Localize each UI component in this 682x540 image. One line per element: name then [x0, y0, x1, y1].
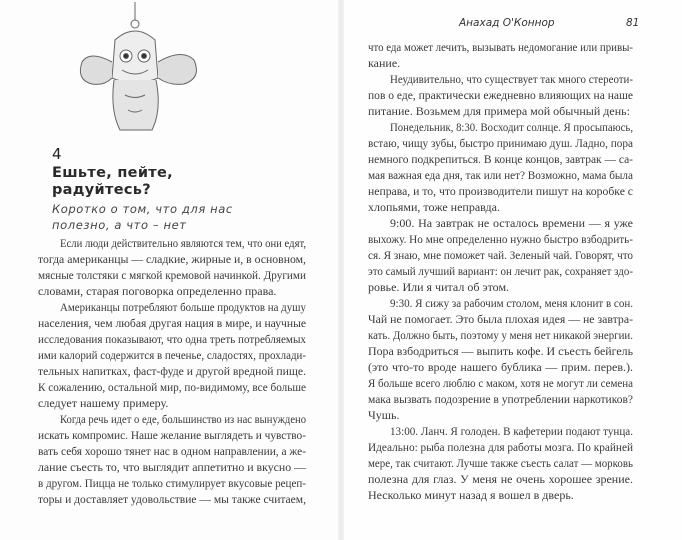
- text-line: [368, 40, 633, 55]
- text-line: [368, 168, 633, 183]
- text-line-words: кание.: [368, 56, 401, 70]
- text-line: [38, 492, 306, 507]
- text-line: [38, 332, 306, 347]
- text-line: [38, 460, 306, 475]
- text-line-words: Если люди действительно являются тем, что они едят,: [60, 236, 307, 250]
- text-line-words: Пора взбодриться — выпить кофе. И съесть бейгель: [368, 344, 634, 358]
- text-line-words: 9:00. На завтрак не осталось времени — я уже: [390, 216, 634, 230]
- chapter-number: 4: [52, 145, 62, 163]
- text-line-words: хлопьями, тоже неправда.: [368, 200, 500, 214]
- text-line-words: это самый лучший вариант: он лечит рак, сохраняет здо-: [368, 264, 634, 278]
- text-line-words: Понедельник, 8:30. Восходит солнце. Я просыпаюсь,: [390, 120, 634, 134]
- chapter-subtitle-line: полезно, а что – нет: [52, 218, 187, 232]
- text-line-words: Неудивительно, что существует так много стереоти-: [390, 72, 633, 86]
- text-line-words: К сожалению, остальной мир, по-видимому, все больше: [38, 380, 306, 394]
- text-line-words: мясные толстяки с мягкой кремовой начинкой. Другими: [38, 268, 306, 282]
- text-line-words: 9:30. Я сижу за рабочим столом, меня клонит в сон.: [390, 296, 633, 310]
- text-line: [38, 476, 306, 491]
- text-line-words: тельных напитках, фаст-фуде и другой вредной пище.: [38, 364, 307, 378]
- text-line: [368, 200, 633, 215]
- text-line: [368, 456, 633, 471]
- text-line: [38, 252, 306, 267]
- text-line: [368, 104, 633, 119]
- text-line-words: торы и доставляет удовольствие — мы также считаем,: [38, 492, 306, 506]
- text-line-words: Идеально: рыба полезна для работы мозга. По крайней: [368, 440, 634, 454]
- text-line-words: питание. Возьмем для примера мой обычный день:: [368, 104, 630, 118]
- text-line: [38, 284, 306, 299]
- text-line-words: кать. Должно быть, поэтому у меня нет никакой энергии.: [368, 328, 633, 342]
- text-line-words: лание съесть то, что выглядит аппетитно и вкусно —: [38, 460, 306, 474]
- text-line: [368, 472, 633, 487]
- text-line-words: следует нашему примеру.: [38, 396, 169, 410]
- text-line: [38, 316, 306, 331]
- text-line-words: словами, старая поговорка определенно права.: [38, 284, 277, 298]
- text-line-words: Несколько минут назад я вошел в дверь.: [368, 488, 574, 502]
- text-line: [368, 216, 633, 231]
- text-line: [368, 248, 633, 263]
- text-line: [368, 88, 633, 103]
- text-line: [38, 300, 306, 315]
- text-line: [368, 488, 633, 503]
- text-line-words: полезна для глаз. У меня не очень хорошее зрение.: [368, 472, 633, 486]
- text-line-words: мая важная еда дня, так или нет? Возможно, мама была: [368, 168, 633, 182]
- text-line: [38, 412, 306, 427]
- text-line-words: ими калорий содержится в печенье, сладостях, прохлади-: [38, 348, 307, 362]
- text-line-words: тогда американцы — сладкие, жирные и, в основном,: [38, 252, 306, 266]
- text-line-words: встаю, чищу зубы, быстро принимаю душ. Ладно, пора: [368, 136, 633, 150]
- text-line: [368, 264, 633, 279]
- cartoon-figure-illustration: [70, 0, 210, 140]
- text-line-words: искать компромис. Наше желание выглядеть и чувство-: [38, 428, 306, 442]
- text-line: [368, 152, 633, 167]
- text-line-words: 13:00. Ланч. Я голоден. В кафетерии подают тунца.: [390, 424, 633, 438]
- text-line-words: Чай не помогает. Это была плохая идея — не завтра-: [368, 312, 634, 326]
- text-line: [38, 444, 306, 459]
- text-line: [368, 120, 633, 135]
- right-page: [341, 0, 682, 540]
- text-line: [38, 268, 306, 283]
- text-line: [38, 348, 306, 363]
- text-line: [368, 136, 633, 151]
- text-line-words: что еда может лечить, вызывать недомогание или привы-: [368, 40, 634, 54]
- text-line: [368, 312, 633, 327]
- running-head: Анахад О'Коннор: [459, 17, 555, 29]
- text-line: [368, 72, 633, 87]
- text-line: [368, 392, 633, 407]
- text-line: [368, 376, 633, 391]
- text-line-words: неправа, и то, что производители пишут на коробке с: [368, 184, 633, 198]
- text-line-words: вать себя хорошо тянет нас в одном направлении, а же-: [38, 444, 306, 458]
- chapter-title-line: Ешьте, пейте,: [52, 165, 173, 181]
- text-line-words: ровье. Или я читал об этом.: [368, 280, 510, 294]
- text-line: [368, 344, 633, 359]
- text-line: [368, 408, 633, 423]
- text-line: [368, 328, 633, 343]
- text-line-words: Американцы потребляют больше продуктов на душу: [60, 300, 306, 314]
- text-line: [368, 184, 633, 199]
- text-line-words: Я больше всего люблю с маком, хотя не могут ли семена: [368, 376, 634, 390]
- text-line-words: в другом. Пицца не только стимулирует вкусовые рецеп-: [38, 476, 307, 490]
- text-line: [368, 232, 633, 247]
- book-gutter: [338, 0, 344, 540]
- text-line: [38, 236, 306, 251]
- text-line-words: мере, так считают. Лучше также съесть салат — морковь: [368, 456, 634, 470]
- page-number: 81: [626, 17, 640, 29]
- text-line: [368, 424, 633, 439]
- text-line: [38, 380, 306, 395]
- text-line-words: Чушь.: [368, 408, 400, 422]
- text-line-words: исследования показывают, что одна треть потребляемых: [38, 332, 306, 346]
- text-line-words: мака вызвать подозрение в употреблении наркотиков?: [368, 392, 633, 406]
- text-line: [38, 396, 306, 411]
- text-line: [38, 428, 306, 443]
- text-line-words: ся. Я знаю, мне поможет чай. Зеленый чай. Говорят, что: [368, 248, 634, 262]
- text-line: [368, 296, 633, 311]
- text-line-words: Когда речь идет о еде, большинство из нас вынуждено: [60, 412, 307, 426]
- text-line: [38, 364, 306, 379]
- text-line-words: населения, чем любая другая нация в мире, и научные: [38, 316, 307, 330]
- text-line-words: выхожу. Но мне определенно нужно быстро взбодрить-: [368, 232, 633, 246]
- text-line-words: (это что-то вроде нашего бублика — прим. перев.).: [368, 360, 634, 374]
- text-line-words: пов о еде, практически ежедневно влияющих на наше: [368, 88, 633, 102]
- chapter-title-line: радуйтесь?: [52, 182, 151, 198]
- text-line: [368, 56, 633, 71]
- text-line: [368, 440, 633, 455]
- text-line: [368, 280, 633, 295]
- text-line: [368, 360, 633, 375]
- text-line-words: немного подкрепиться. В конце концов, завтрак — са-: [368, 152, 634, 166]
- chapter-subtitle-line: Коротко о том, что для нас: [52, 202, 233, 216]
